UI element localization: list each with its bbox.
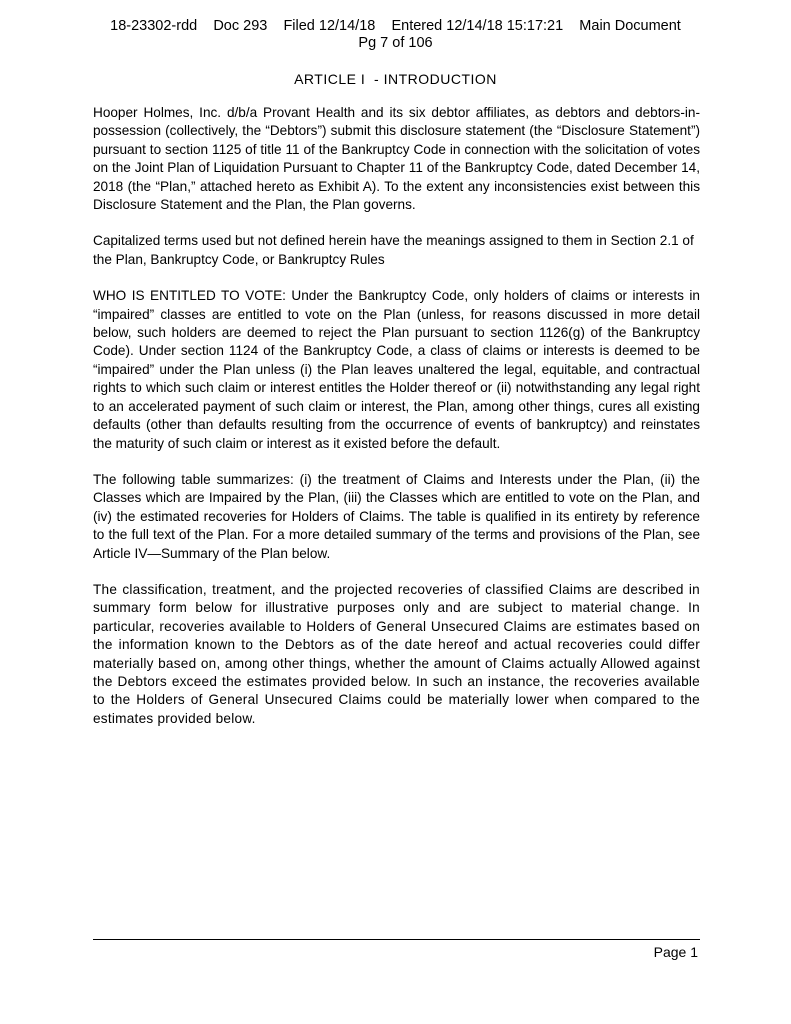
- paragraph-capitalized-terms: Capitalized terms used but not defined herein have the meanings assigned to them in Section 2.1 of the Plan, Bankruptcy Code, or Bankruptcy Rules: [93, 233, 694, 267]
- page-count-line: Pg 7 of 106: [358, 35, 433, 51]
- footer-divider: [93, 939, 700, 940]
- filing-info-line: 18-23302-rdd Doc 293 Filed 12/14/18 Entered 12/14/18 15:17:21 Main Document: [110, 18, 681, 34]
- page-number: Page 1: [653, 944, 698, 960]
- court-filing-header: [0, 18, 791, 52]
- paragraph-who-is-entitled: WHO IS ENTITLED TO VOTE: Under the Bankruptcy Code, only holders of claims or interests in “impaired” classes are entitled to vote on the Plan (unless, for reasons discussed in more detail below, such holders are deemed to reject the Plan pursuant to section 1126(g) of the Bankruptcy Code). Under section 1124 of the Bankruptcy Code, a class of claims or interests is deemed to be “impaired” under the Plan unless (i) the Plan leaves unaltered the legal, equitable, and contractual rights to which such claim or interest entitles the Holder thereof or (ii) notwithstanding any legal right to an accelerated payment of such claim or interest, the Plan, among other things, cures all existing defaults (other than defaults resulting from the occurrence of events of bankruptcy) and reinstates the maturity of such claim or interest as it existed before the default.: [93, 288, 700, 451]
- document-body: [93, 104, 700, 746]
- paragraph-table-summary: The following table summarizes: (i) the treatment of Claims and Interests under the Plan, (ii) the Classes which are Impaired by the Plan, (iii) the Classes which are entitled to vote on the Plan, and (iv) the estimated recoveries for Holders of Claims. The table is qualified in its entirety by reference to the full text of the Plan. For a more detailed summary of the terms and provisions of the Plan, see Article IV—Summary of the Plan below.: [93, 471, 700, 561]
- paragraph-classification: The classification, treatment, and the projected recoveries of classified Claims are described in summary form below for illustrative purposes only and are subject to material change. In particular, recoveries available to Holders of General Unsecured Claims are estimates based on the information known to the Debtors as of the date hereof and actual recoveries could differ materially based on, among other things, whether the amount of Claims actually Allowed against the Debtors exceed the estimates provided below. In such an instance, the recoveries available to the Holders of General Unsecured Claims could be materially lower when compared to the estimates provided below.: [93, 581, 700, 726]
- paragraph-introduction: Hooper Holmes, Inc. d/b/a Provant Health and its six debtor affiliates, as debtors and debtors-in-possession (collectively, the “Debtors”) submit this disclosure statement (the “Disclosure Statement”) pursuant to section 1125 of title 11 of the Bankruptcy Code in connection with the solicitation of votes on the Joint Plan of Liquidation Pursuant to Chapter 11 of the Bankruptcy Code, dated December 14, 2018 (the “Plan,” attached hereto as Exhibit A). To the extent any inconsistencies exist between this Disclosure Statement and the Plan, the Plan governs.: [93, 105, 700, 213]
- article-title: ARTICLE I - INTRODUCTION: [294, 71, 497, 87]
